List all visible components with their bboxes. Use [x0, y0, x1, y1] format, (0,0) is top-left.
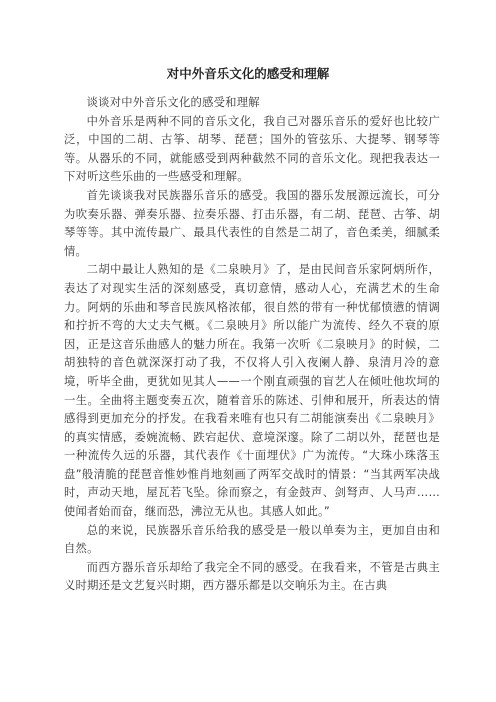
- paragraph-western-music: 而西方器乐音乐却给了我完全不同的感受。在我看来，不管是古典主义时期还是文艺复兴时期，西方器乐都是以交响乐为主。在古典: [64, 560, 440, 593]
- paragraph-intro: 中外音乐是两种不同的音乐文化，我自己对器乐音乐的爱好也比较广泛，中国的二胡、古筝、胡琴、琵琶；国外的管弦乐、大提琴、钢琴等等。从器乐的不同，就能感受到两种截然不同的音乐文化。现把我表达一下对听这些乐曲的一些感受和理解。: [64, 114, 440, 184]
- paragraph-subtitle: 谈谈对中外音乐文化的感受和理解: [86, 96, 260, 109]
- article-body: [64, 94, 440, 596]
- paragraph-erhu-pipa: 二胡中最让人熟知的是《二泉映月》了，是由民间音乐家阿炳所作，表达了对现实生活的深刻感受，真切意情，感动人心，充满艺术的生命力。阿炳的乐曲和琴音民族风格浓郁，很自然的带有一种忧郁愤懑的情调和拧折不弯的大丈夫气概。《二泉映月》所以能广为流传、经久不衰的原因，正是这音乐曲感人的魅力所在。我第一次听《二泉映月》的时候，二胡独特的音色就深深打动了我，不仅将人引入夜阑人静、泉清月冷的意境，听毕全曲，更犹如见其人——一个刚直顽强的盲艺人在倾吐他坎坷的一生。全曲将主题变奏五次，随着音乐的陈述、引伸和展开，所表达的情感得到更加充分的抒发。在我看来唯有也只有二胡能演奏出《二泉映月》的真实情感，委婉流畅、跌宕起伏、意境深邃。除了二胡以外，琵琶也是一种流传久远的乐器，其代表作《十面埋伏》广为流传。“大珠小珠落玉盘”般清脆的琵琶音惟妙惟肖地刻画了两军交战时的情景：“当其两军决战时，声动天地，屋瓦若飞坠。徐而察之，有金鼓声、剑弩声、人马声……使闻者始而奋，继而恐，沸泣无从也。其感人如此。”: [64, 263, 440, 519]
- paragraph-summary: 总的来说，民族器乐音乐给我的感受是一般以单奏为主，更加自由和自然。: [64, 523, 440, 556]
- page-title: 对中外音乐文化的感受和理解: [166, 66, 330, 81]
- paragraph-folk-instruments: 首先谈谈我对民族器乐音乐的感受。我国的器乐发展源远流长，可分为吹奏乐器、弹奏乐器、拉奏乐器、打击乐器，有二胡、琵琶、古筝、胡琴等等。其中流传最广、最具代表性的自然是二胡了，音色柔美，细腻柔情。: [64, 188, 440, 258]
